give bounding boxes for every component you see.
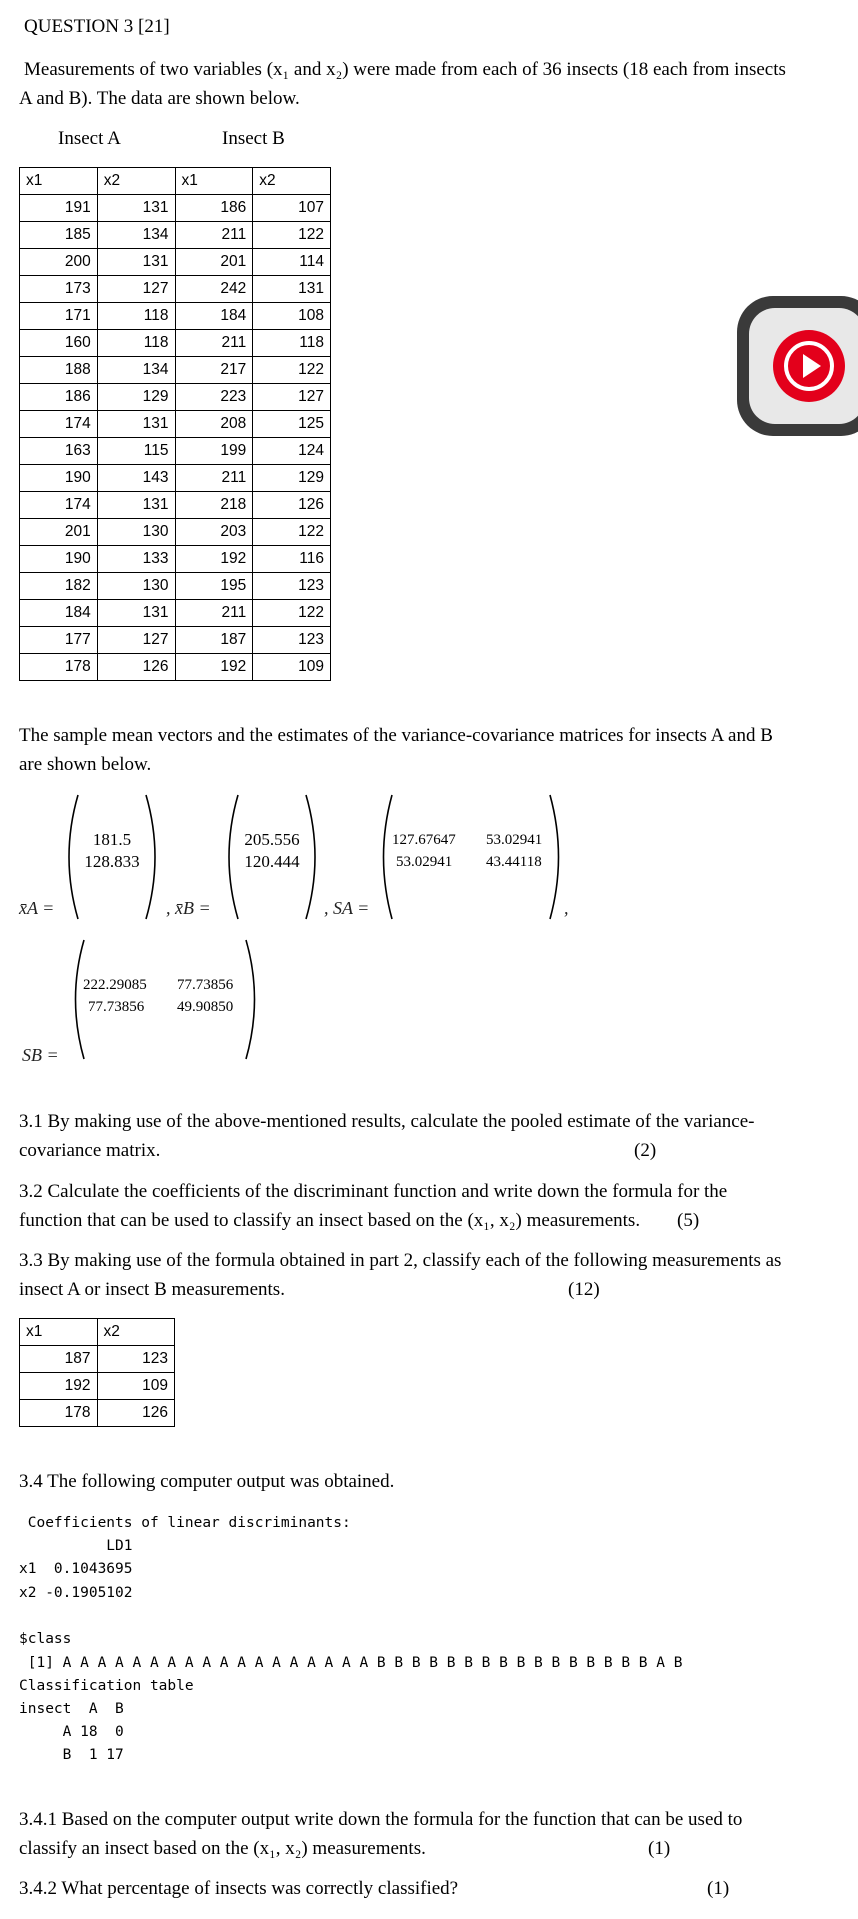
column-header: x1	[20, 1319, 98, 1346]
table-cell: 192	[20, 1373, 98, 1400]
table-cell: 126	[97, 654, 175, 681]
table-cell: 190	[20, 546, 98, 573]
table-row	[20, 330, 331, 357]
table-cell: 188	[20, 357, 98, 384]
table-cell: 114	[253, 249, 331, 276]
q3-2-line-2: function that can be used to classify an insect based on the (x₁, x₂) measurements.	[19, 1210, 641, 1231]
table-cell: 131	[97, 492, 175, 519]
output-ct-row-b: B 1 17	[19, 1747, 124, 1763]
output-ct-header: insect A B	[19, 1701, 124, 1717]
table-cell: 217	[175, 357, 253, 384]
q3-4-1-marks: (1)	[648, 1838, 671, 1859]
table-header-row	[20, 168, 331, 195]
q3-1-line-2: covariance matrix.	[19, 1140, 161, 1161]
table-cell: 124	[253, 438, 331, 465]
insect-data-table	[19, 167, 331, 681]
q3-4-1-line-1: 3.4.1 Based on the computer output write down the formula for the function that can be used to	[19, 1809, 743, 1830]
q3-3-line-1: 3.3 By making use of the formula obtained in part 2, classify each of the following measurements as	[19, 1250, 782, 1271]
table-cell: 173	[20, 276, 98, 303]
trailing-comma: ,	[564, 898, 569, 918]
means-intro-line-1: The sample mean vectors and the estimates of the variance-covariance matrices for insects A and B	[19, 725, 773, 746]
play-icon	[773, 330, 845, 402]
play-badge-inner	[749, 308, 858, 424]
q3-2-marks: (5)	[677, 1210, 700, 1231]
table-cell: 108	[253, 303, 331, 330]
table-cell: 163	[20, 438, 98, 465]
table-cell: 134	[97, 222, 175, 249]
table-row	[20, 627, 331, 654]
xbar-a-value-2: 128.833	[84, 852, 140, 871]
table-cell: 208	[175, 411, 253, 438]
table-cell: 133	[97, 546, 175, 573]
table-cell: 192	[175, 546, 253, 573]
s-a-label: , SA =	[324, 898, 370, 918]
table-cell: 203	[175, 519, 253, 546]
table-cell: 186	[175, 195, 253, 222]
table-cell: 122	[253, 519, 331, 546]
table-cell: 174	[20, 492, 98, 519]
output-x2-line: x2 -0.1905102	[19, 1585, 133, 1601]
output-x1-line: x1 0.1043695	[19, 1561, 133, 1577]
table-cell: 187	[20, 1346, 98, 1373]
classify-row	[20, 1373, 175, 1400]
table-cell: 122	[253, 357, 331, 384]
xbar-a-value-1: 181.5	[92, 830, 132, 849]
table-cell: 218	[175, 492, 253, 519]
table-cell: 134	[97, 357, 175, 384]
table-row	[20, 519, 331, 546]
q3-4-2-line: 3.4.2 What percentage of insects was correctly classified?	[19, 1878, 459, 1899]
table-cell: 129	[253, 465, 331, 492]
table-cell: 130	[97, 573, 175, 600]
s-b-r2c1: 77.73856	[88, 999, 145, 1015]
s-a-r1c1: 127.67647	[392, 832, 456, 848]
table-row	[20, 654, 331, 681]
q3-4-1-line-2: classify an insect based on the (x₁, x₂) measurements.	[19, 1838, 426, 1859]
column-header: x2	[97, 1319, 175, 1346]
output-coef-header: Coefficients of linear discriminants:	[19, 1515, 351, 1531]
output-ct-title: Classification table	[19, 1678, 194, 1694]
table-cell: 184	[175, 303, 253, 330]
table-cell: 184	[20, 600, 98, 627]
q3-3-line-2: insect A or insect B measurements.	[19, 1279, 285, 1300]
table-row	[20, 411, 331, 438]
q3-2-line-1: 3.2 Calculate the coefficients of the discriminant function and write down the formula for the	[19, 1181, 728, 1202]
means-intro-line-2: are shown below.	[19, 754, 152, 775]
xbar-b-vector	[222, 792, 322, 922]
table-cell: 200	[20, 249, 98, 276]
classify-table	[19, 1318, 175, 1427]
table-cell: 107	[253, 195, 331, 222]
table-cell: 118	[97, 330, 175, 357]
table-row	[20, 573, 331, 600]
table-cell: 211	[175, 600, 253, 627]
s-a-r1c2: 53.02941	[486, 832, 543, 848]
table-cell: 116	[253, 546, 331, 573]
table-row	[20, 465, 331, 492]
table-cell: 190	[20, 465, 98, 492]
xbar-a-vector	[62, 792, 162, 922]
s-b-r1c2: 77.73856	[177, 977, 234, 993]
table-cell: 160	[20, 330, 98, 357]
output-ld-header: LD1	[19, 1538, 133, 1554]
table-cell: 201	[20, 519, 98, 546]
s-b-matrix	[70, 937, 260, 1062]
table-cell: 123	[97, 1346, 175, 1373]
table-row	[20, 222, 331, 249]
table-cell: 199	[175, 438, 253, 465]
table-cell: 122	[253, 600, 331, 627]
xbar-b-value-1: 205.556	[244, 830, 300, 849]
table-cell: 185	[20, 222, 98, 249]
table-row	[20, 438, 331, 465]
q3-4-line: 3.4 The following computer output was obtained.	[19, 1471, 395, 1492]
classify-header-row	[20, 1319, 175, 1346]
q3-3-marks: (12)	[568, 1279, 600, 1300]
output-class-line: [1] A A A A A A A A A A A A A A A A A A B B B B B B B B B B B B B B B B A B	[19, 1655, 683, 1671]
insect-a-label: Insect A	[58, 128, 121, 149]
q3-4-2-marks: (1)	[707, 1878, 730, 1899]
intro-line-2: A and B). The data are shown below.	[19, 88, 300, 109]
table-cell: 122	[253, 222, 331, 249]
table-cell: 127	[253, 384, 331, 411]
table-cell: 126	[253, 492, 331, 519]
table-cell: 177	[20, 627, 98, 654]
table-cell: 123	[253, 573, 331, 600]
table-cell: 192	[175, 654, 253, 681]
table-cell: 182	[20, 573, 98, 600]
xbar-a-label: x̄A =	[19, 898, 55, 918]
insect-b-label: Insect B	[222, 128, 285, 149]
table-cell: 131	[97, 195, 175, 222]
column-header: x2	[97, 168, 175, 195]
table-cell: 191	[20, 195, 98, 222]
table-cell: 126	[97, 1400, 175, 1427]
table-cell: 127	[97, 276, 175, 303]
xbar-b-label: , x̄B =	[166, 898, 211, 918]
classify-row	[20, 1400, 175, 1427]
s-a-matrix	[378, 792, 564, 922]
table-row	[20, 546, 331, 573]
table-cell: 195	[175, 573, 253, 600]
output-ct-row-a: A 18 0	[19, 1724, 124, 1740]
table-row	[20, 600, 331, 627]
xbar-b-value-2: 120.444	[244, 852, 300, 871]
table-cell: 178	[20, 654, 98, 681]
table-cell: 118	[97, 303, 175, 330]
play-badge[interactable]	[737, 296, 858, 436]
table-cell: 211	[175, 222, 253, 249]
table-row	[20, 303, 331, 330]
output-class-label: $class	[19, 1631, 72, 1647]
q3-1-line-1: 3.1 By making use of the above-mentioned results, calculate the pooled estimate of the variance-	[19, 1111, 755, 1132]
table-cell: 131	[97, 600, 175, 627]
q3-1-marks: (2)	[634, 1140, 657, 1161]
table-row	[20, 249, 331, 276]
table-cell: 129	[97, 384, 175, 411]
table-cell: 131	[97, 249, 175, 276]
table-row	[20, 492, 331, 519]
table-cell: 201	[175, 249, 253, 276]
classify-row	[20, 1346, 175, 1373]
table-cell: 115	[97, 438, 175, 465]
table-row	[20, 357, 331, 384]
table-cell: 211	[175, 465, 253, 492]
table-cell: 109	[97, 1373, 175, 1400]
table-cell: 109	[253, 654, 331, 681]
table-cell: 131	[253, 276, 331, 303]
table-cell: 118	[253, 330, 331, 357]
play-circle	[773, 330, 845, 402]
s-a-r2c1: 53.02941	[396, 854, 453, 870]
table-row	[20, 195, 331, 222]
table-cell: 127	[97, 627, 175, 654]
table-row	[20, 276, 331, 303]
intro-line-1: Measurements of two variables (x₁ and x₂) were made from each of 36 insects (18 each from insects	[24, 59, 786, 80]
table-cell: 125	[253, 411, 331, 438]
table-cell: 187	[175, 627, 253, 654]
table-cell: 123	[253, 627, 331, 654]
column-header: x1	[20, 168, 98, 195]
column-header: x1	[175, 168, 253, 195]
s-b-r1c1: 222.29085	[83, 977, 147, 993]
s-a-r2c2: 43.44118	[486, 854, 542, 870]
table-cell: 211	[175, 330, 253, 357]
table-cell: 143	[97, 465, 175, 492]
table-cell: 171	[20, 303, 98, 330]
table-cell: 131	[97, 411, 175, 438]
s-b-label: SB =	[22, 1045, 59, 1065]
column-header: x2	[253, 168, 331, 195]
table-row	[20, 384, 331, 411]
question-title: QUESTION 3 [21]	[24, 16, 170, 37]
s-b-r2c2: 49.90850	[177, 999, 234, 1015]
table-cell: 186	[20, 384, 98, 411]
table-cell: 178	[20, 1400, 98, 1427]
table-cell: 242	[175, 276, 253, 303]
table-cell: 130	[97, 519, 175, 546]
table-cell: 223	[175, 384, 253, 411]
table-cell: 174	[20, 411, 98, 438]
